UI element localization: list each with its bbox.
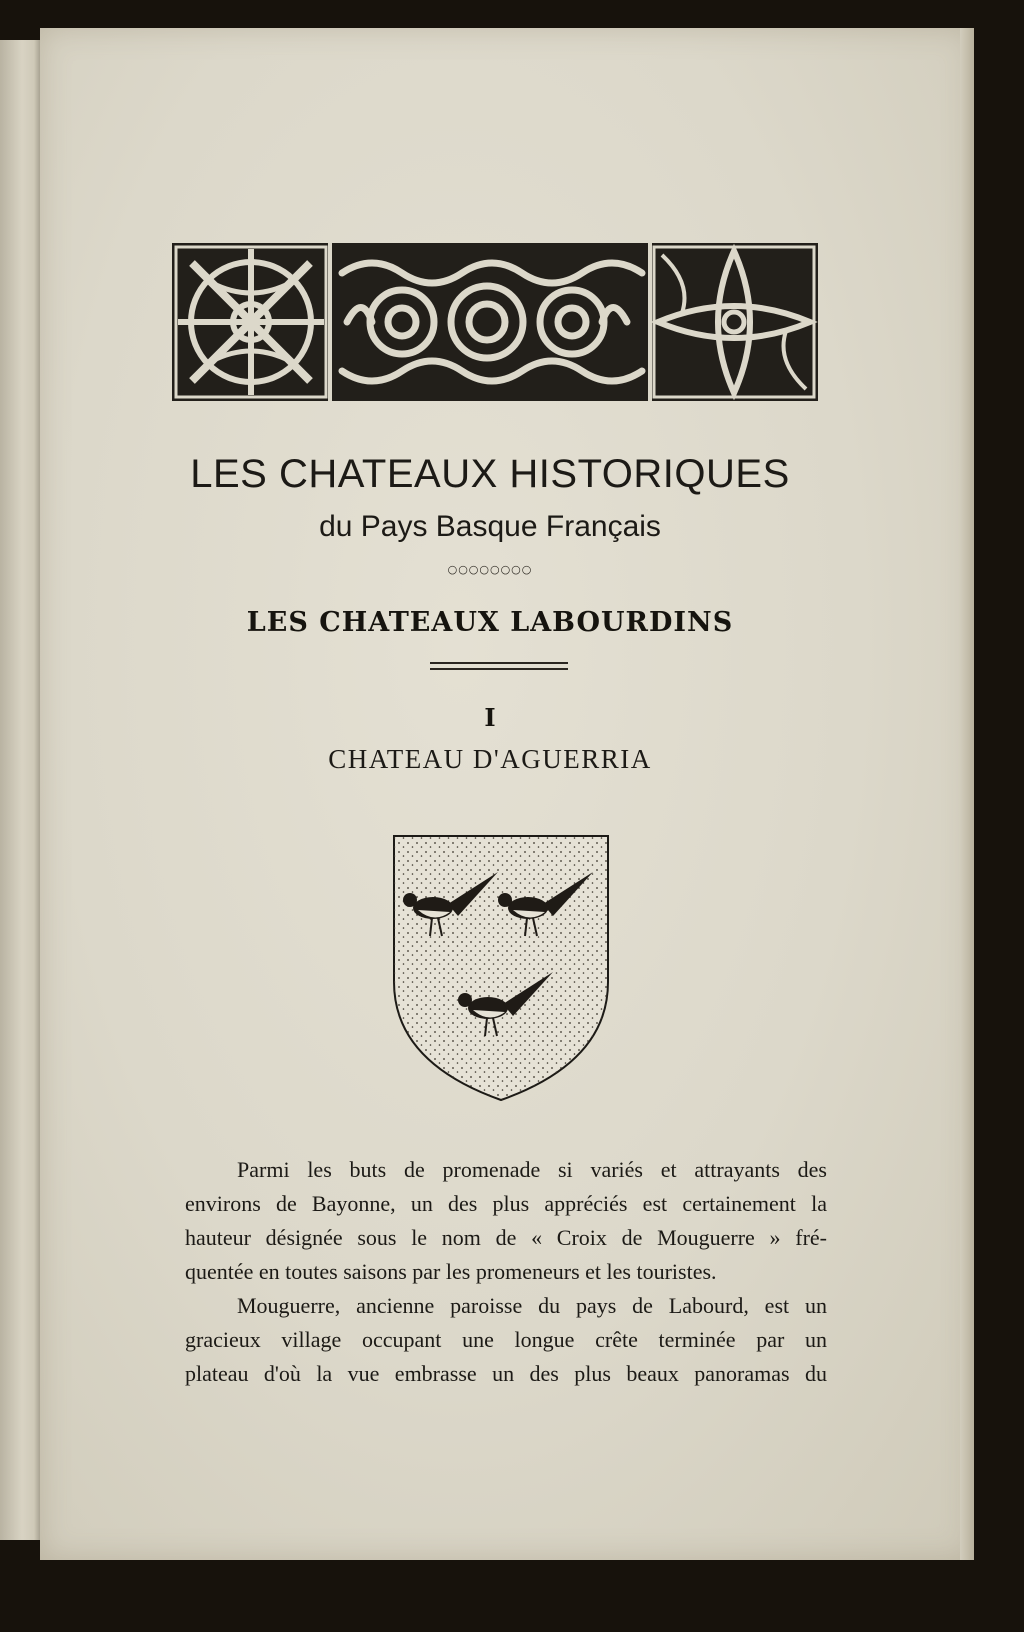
coat-of-arms-graphic (388, 832, 614, 1104)
double-rule-top (430, 662, 568, 664)
paragraph (185, 1153, 827, 1289)
chapter-title: CHATEAU D'AGUERRIA (328, 744, 652, 774)
text-line: Mouguerre, ancienne paroisse du pays de Labourd, est un (237, 1293, 827, 1318)
section-heading: LES CHATEAUX LABOURDINS (246, 607, 734, 638)
text-line: Parmi les buts de promenade si variés et attrayants des (237, 1157, 827, 1182)
coat-of-arms (388, 832, 614, 1104)
body-text (185, 1153, 827, 1391)
double-rule-bottom (430, 668, 568, 670)
ornament-left-rosette (176, 247, 326, 397)
chapter-numeral: I (484, 703, 496, 732)
text-line: quentée en toutes saisons par les promeneurs et les touristes. (185, 1259, 717, 1284)
paragraph (185, 1289, 827, 1391)
text-line: gracieux village occupant une longue crête terminée par un (185, 1327, 827, 1352)
page-right-edge (960, 28, 974, 1560)
text-line: environs de Bayonne, un des plus appréciés est certainement la (185, 1191, 827, 1216)
text-line: plateau d'où la vue embrasse un des plus beaux panoramas du (185, 1361, 827, 1386)
text-line: hauteur désignée sous le nom de « Croix de Mouguerre » fré- (185, 1225, 827, 1250)
document-subtitle: du Pays Basque Français (319, 510, 661, 543)
facing-page-edge (0, 40, 40, 1540)
ornament-graphic (172, 243, 818, 401)
ornament-band (172, 243, 818, 401)
document-title: LES CHATEAUX HISTORIQUES (190, 452, 790, 496)
ornamental-separator: ○○○○○○○○ (447, 563, 533, 576)
